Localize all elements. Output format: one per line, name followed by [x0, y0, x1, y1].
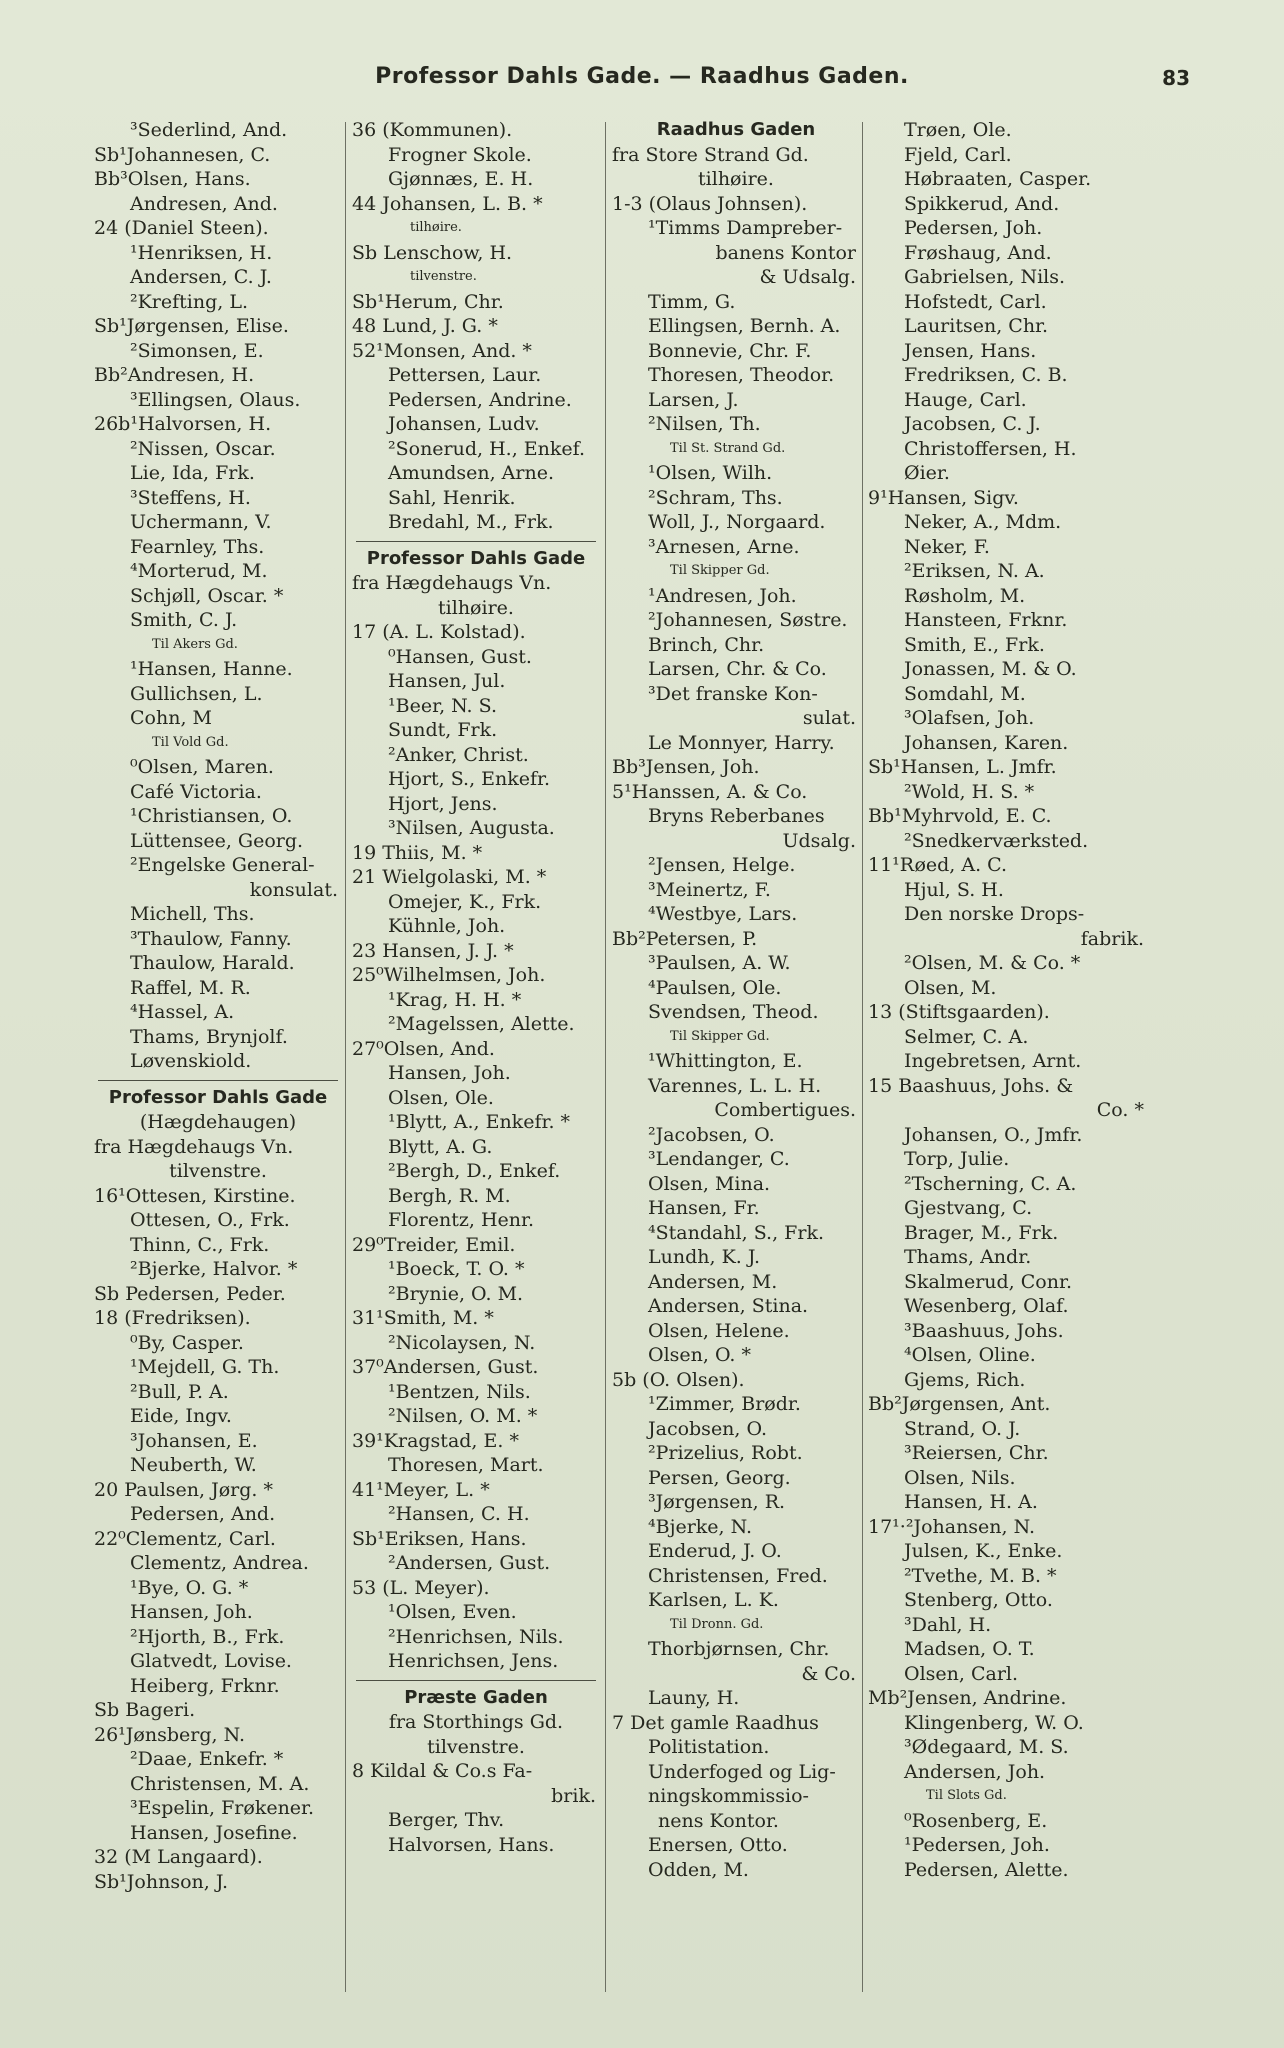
directory-entry: Lauritsen, Chr.	[904, 315, 1049, 337]
directory-entry: ¹Timms Dampreber-	[648, 217, 843, 239]
directory-entry: Uchermann, V.	[130, 511, 272, 533]
directory-entry: 36 (Kommunen).	[352, 119, 513, 141]
directory-entry: ⁴Hassel, A.	[130, 1001, 235, 1023]
directory-entry: ⁰Hansen, Gust.	[388, 645, 532, 668]
directory-entry: Timm, G.	[648, 290, 736, 313]
directory-entry: Lüttensee, Georg.	[130, 829, 304, 852]
directory-entry: Neker, A., Mdm.	[904, 511, 1062, 533]
directory-entry: Udsalg.	[782, 829, 856, 852]
directory-entry: 48 Lund, J. G. *	[352, 315, 498, 337]
directory-entry: ¹Olsen, Wilh.	[648, 462, 773, 484]
directory-entry: ³Det franske Kon-	[648, 682, 818, 705]
directory-entry: tilhøire.	[438, 596, 514, 619]
directory-entry: Sb Bageri.	[94, 1699, 196, 1721]
directory-entry: 41¹Meyer, L. *	[352, 1478, 490, 1501]
directory-entry: Thoresen, Theodor.	[648, 364, 835, 386]
directory-entry: ²Hansen, C. H.	[388, 1503, 530, 1525]
directory-entry: ⁴Olsen, Oline.	[904, 1344, 1036, 1366]
directory-entry: ²Krefting, L.	[130, 290, 249, 313]
directory-entry: ²Bjerke, Halvor. *	[130, 1258, 298, 1280]
directory-entry: Stenberg, Otto.	[904, 1589, 1053, 1611]
directory-entry: Johansen, O., Jmfr.	[904, 1123, 1083, 1146]
directory-entry: Christoffersen, H.	[904, 437, 1077, 460]
directory-entry: Torp, Julie.	[904, 1148, 1010, 1170]
directory-entry: ⁴Bjerke, N.	[648, 1515, 753, 1538]
directory-entry: ⁴Standahl, S., Frk.	[648, 1221, 824, 1244]
directory-entry: ²Snedkerværksted.	[904, 829, 1089, 852]
directory-entry: Amundsen, Arne.	[388, 462, 555, 484]
directory-entry: Hansen, Fr.	[648, 1197, 760, 1219]
cross-street-note: Til Slots Gd.	[926, 1788, 1007, 1803]
directory-entry: Gjestvang, C.	[904, 1197, 1033, 1219]
directory-entry: ²Nissen, Oscar.	[130, 437, 276, 460]
directory-entry: ⁰Olsen, Maren.	[130, 756, 274, 778]
directory-entry: ¹Bye, O. G. *	[130, 1576, 249, 1599]
directory-entry: tilvenstre.	[169, 1160, 267, 1182]
directory-entry: Kühnle, Joh.	[388, 915, 506, 937]
directory-entry: 17 (A. L. Kolstad).	[352, 621, 526, 643]
directory-entry: Sb¹Herum, Chr.	[352, 290, 504, 313]
directory-entry: 17¹·²Johansen, N.	[868, 1515, 1036, 1538]
directory-entry: ²Anker, Christ.	[388, 743, 529, 766]
directory-entry: Smith, C. J.	[130, 609, 238, 631]
directory-entry: Smith, E., Frk.	[904, 633, 1045, 656]
directory-entry: 19 Thiis, M. *	[352, 841, 483, 864]
directory-entry: Lie, Ida, Frk.	[130, 462, 255, 484]
directory-entry: Bb³Jensen, Joh.	[612, 756, 760, 778]
directory-entry: Sb Lenschow, H.	[352, 241, 513, 264]
directory-entry: ³Reiersen, Chr.	[904, 1442, 1049, 1464]
page-number: 83	[1162, 66, 1190, 90]
directory-entry: Clementz, Andrea.	[130, 1552, 309, 1574]
directory-entry: Gjønnæs, E. H.	[388, 168, 534, 190]
directory-entry: & Co.	[801, 1662, 856, 1685]
directory-entry: Thams, Brynjolf.	[130, 1025, 288, 1048]
directory-entry: ²Nilsen, O. M. *	[388, 1405, 538, 1427]
directory-entry: 7 Det gamle Raadhus	[612, 1711, 819, 1734]
directory-entry: Hansen, Joh.	[388, 1062, 511, 1084]
directory-entry: ²Eriksen, N. A.	[904, 560, 1045, 582]
directory-entry: Wesenberg, Olaf.	[904, 1295, 1069, 1317]
directory-entry: ³Olafsen, Joh.	[904, 707, 1035, 729]
column-divider	[862, 122, 863, 1992]
page-title: Professor Dahls Gade. — Raadhus Gaden.	[375, 64, 909, 89]
directory-entry: Røsholm, M.	[904, 584, 1026, 607]
directory-entry: Andersen, Joh.	[904, 1760, 1046, 1783]
directory-entry: ²Nilsen, Th.	[648, 413, 761, 435]
directory-entry: fra Hægdehaugs Vn.	[94, 1135, 294, 1158]
directory-entry: Hansen, H. A.	[904, 1491, 1038, 1513]
directory-entry: Brager, M., Frk.	[904, 1221, 1059, 1244]
directory-entry: ³Sederlind, And.	[130, 119, 288, 141]
directory-entry: Sundt, Frk.	[388, 719, 498, 741]
directory-entry: Bb¹Myhrvold, E. C.	[868, 805, 1052, 827]
directory-entry: Christensen, M. A.	[130, 1772, 310, 1795]
directory-entry: Madsen, O. T.	[904, 1638, 1035, 1660]
directory-entry: 37⁰Andersen, Gust.	[352, 1356, 539, 1378]
directory-entry: Enderud, J. O.	[648, 1540, 782, 1562]
directory-entry: Underfoged og Lig-	[648, 1760, 836, 1783]
directory-entry: Olsen, M.	[904, 976, 997, 999]
directory-entry: ²Sonerud, H., Enkef.	[388, 437, 586, 460]
directory-entry: ¹Beer, N. S.	[388, 694, 498, 717]
directory-entry: ³Dahl, H.	[904, 1613, 992, 1636]
directory-entry: Pedersen, Andrine.	[388, 388, 572, 411]
directory-entry: ²Bergh, D., Enkef.	[388, 1160, 561, 1182]
directory-entry: Fjeld, Carl.	[904, 143, 1012, 166]
directory-entry: Brinch, Chr.	[648, 633, 765, 656]
directory-entry: 27⁰Olsen, And.	[352, 1037, 495, 1060]
directory-entry: ³Meinertz, F.	[648, 878, 771, 901]
directory-entry: fabrik.	[1080, 927, 1144, 950]
directory-entry: 29⁰Treider, Emil.	[352, 1233, 516, 1256]
directory-entry: Raffel, M. R.	[130, 976, 251, 999]
directory-entry: ¹Blytt, A., Enkefr. *	[388, 1111, 571, 1133]
directory-entry: ²Jacobsen, O.	[648, 1123, 775, 1146]
directory-entry: tilvenstre.	[427, 1735, 525, 1758]
directory-entry: Jacobsen, C. J.	[904, 413, 1041, 435]
directory-entry: Politistation.	[648, 1736, 770, 1758]
directory-entry: Jonassen, M. & O.	[904, 658, 1077, 680]
directory-entry: Mb²Jensen, Andrine.	[868, 1687, 1067, 1709]
directory-entry: Hansen, Josefine.	[130, 1821, 298, 1844]
directory-entry: ³Paulsen, A. W.	[648, 952, 791, 974]
directory-entry: ²Engelske General-	[130, 854, 315, 876]
directory-entry: ¹Henriksen, H.	[130, 241, 273, 264]
directory-entry: Café Victoria.	[130, 780, 262, 803]
directory-entry: Spikkerud, And.	[904, 192, 1060, 215]
directory-entry: 23 Hansen, J. J. *	[352, 939, 514, 962]
directory-entry: Andresen, And.	[130, 192, 278, 215]
directory-entry: Strand, O. J.	[904, 1417, 1021, 1440]
directory-entry: Hansen, Jul.	[388, 670, 506, 692]
directory-entry: ²Magelssen, Alette.	[388, 1013, 575, 1035]
directory-entry: 5b (O. Olsen).	[612, 1368, 745, 1391]
cross-street-note: Til Dronn. Gd.	[670, 1616, 764, 1632]
directory-entry: Thaulow, Harald.	[130, 952, 295, 974]
directory-entry: Gabrielsen, Nils.	[904, 266, 1066, 288]
directory-entry: (Hægdehaugen)	[139, 1111, 297, 1133]
directory-entry: Johansen, Ludv.	[388, 413, 540, 435]
directory-entry: Halvorsen, Hans.	[388, 1833, 555, 1856]
directory-entry: Andersen, M.	[648, 1270, 778, 1293]
cross-street-note: Til Akers Gd.	[152, 636, 238, 652]
directory-entry: ³Nilsen, Augusta.	[388, 817, 555, 839]
directory-entry: Selmer, C. A.	[904, 1025, 1029, 1048]
directory-entry: ¹Christiansen, O.	[130, 805, 293, 827]
directory-entry: 32 (M Langaard).	[94, 1846, 263, 1868]
directory-entry: Thorbjørnsen, Chr.	[648, 1638, 830, 1660]
directory-entry: Bb²Andresen, H.	[94, 364, 255, 386]
column-4	[868, 118, 1148, 1998]
column-divider	[345, 122, 346, 1992]
directory-entry: Svendsen, Theod.	[648, 1001, 819, 1023]
directory-entry: 16¹Ottesen, Kirstine.	[94, 1184, 296, 1207]
directory-entry: ¹Andresen, Joh.	[648, 584, 797, 607]
directory-entry: Olsen, Ole.	[388, 1086, 494, 1109]
directory-entry: Berger, Thv.	[388, 1809, 505, 1831]
directory-entry: banens Kontor	[715, 241, 856, 264]
directory-entry: Larsen, Chr. & Co.	[648, 658, 827, 680]
directory-entry: Trøen, Ole.	[904, 119, 1012, 141]
column-3	[612, 118, 860, 1998]
directory-entry: Thams, Andr.	[904, 1246, 1032, 1268]
directory-entry: Ingebretsen, Arnt.	[904, 1050, 1082, 1072]
directory-entry: ningskommissio-	[648, 1785, 809, 1807]
cross-street-note: Til Vold Gd.	[152, 734, 229, 750]
directory-entry: Olsen, Mina.	[648, 1172, 771, 1195]
directory-entry: ²Schram, Ths.	[648, 486, 783, 509]
street-heading: Professor Dahls Gade	[366, 547, 586, 569]
directory-entry: Eide, Ingv.	[130, 1405, 232, 1427]
directory-entry: Le Monnyer, Harry.	[648, 731, 835, 754]
directory-entry: Varennes, L. L. H.	[648, 1074, 822, 1097]
directory-entry: Klingenberg, W. O.	[904, 1711, 1084, 1734]
directory-entry: Andersen, Stina.	[648, 1295, 809, 1317]
directory-entry: Olsen, Helene.	[648, 1319, 790, 1342]
directory-entry: ²Hjorth, B., Frk.	[130, 1625, 285, 1648]
directory-entry: Schjøll, Oscar. *	[130, 584, 284, 607]
directory-entry: ³Ødegaard, M. S.	[904, 1736, 1069, 1758]
directory-entry: Gullichsen, L.	[130, 682, 263, 705]
directory-entry: ²Andersen, Gust.	[388, 1552, 551, 1574]
directory-entry: Michell, Ths.	[130, 903, 255, 925]
street-heading: Raadhus Gaden	[656, 119, 816, 140]
directory-entry: Hjort, S., Enkefr.	[388, 768, 551, 790]
directory-entry: ¹Zimmer, Brødr.	[648, 1393, 801, 1415]
directory-entry: Co. *	[1096, 1099, 1144, 1121]
directory-entry: Hjort, Jens.	[388, 792, 498, 815]
directory-entry: Henrichsen, Jens.	[388, 1650, 559, 1672]
directory-entry: ²Brynie, O. M.	[388, 1282, 524, 1305]
directory-entry: Sb Pedersen, Peder.	[94, 1282, 286, 1305]
directory-entry: 21 Wielgolaski, M. *	[352, 866, 547, 888]
directory-entry: Olsen, Nils.	[904, 1466, 1016, 1489]
directory-entry: Pettersen, Laur.	[388, 364, 542, 386]
directory-entry: 24 (Daniel Steen).	[94, 217, 269, 239]
directory-entry: Øier.	[904, 462, 950, 484]
directory-entry: ¹Boeck, T. O. *	[388, 1258, 525, 1280]
directory-entry: Johansen, Karen.	[904, 731, 1069, 754]
directory-entry: 15 Baashuus, Johs. &	[868, 1074, 1074, 1097]
directory-entry: 25⁰Wilhelmsen, Joh.	[352, 964, 546, 986]
directory-entry: Bb³Olsen, Hans.	[94, 168, 251, 190]
directory-entry: Sb¹Johannesen, C.	[94, 143, 271, 166]
directory-entry: Blytt, A. G.	[388, 1135, 493, 1158]
directory-entry: Hansteen, Frknr.	[904, 609, 1068, 631]
directory-entry: Gjems, Rich.	[904, 1368, 1026, 1391]
column-2	[352, 118, 600, 1998]
directory-entry: Bergh, R. M.	[388, 1184, 511, 1207]
directory-entry: 26¹Jønsberg, N.	[94, 1723, 246, 1746]
directory-entry: ³Baashuus, Johs.	[904, 1319, 1064, 1342]
cross-street-note: tilhøire.	[410, 220, 462, 235]
directory-entry: konsulat.	[249, 878, 338, 901]
directory-entry: fra Storthings Gd.	[388, 1711, 564, 1733]
directory-entry: ⁴Paulsen, Ole.	[648, 976, 782, 999]
cross-street-note: Til Skipper Gd.	[670, 563, 770, 578]
directory-entry: 44 Johansen, L. B. *	[352, 192, 543, 215]
directory-entry: Bb²Petersen, P.	[612, 927, 758, 950]
directory-entry: ³Steffens, H.	[130, 486, 251, 509]
directory-entry: 26b¹Halvorsen, H.	[94, 413, 272, 435]
directory-entry: Bryns Reberbanes	[648, 805, 825, 827]
street-heading: Præste Gaden	[404, 1686, 548, 1708]
directory-entry: 5¹Hanssen, A. & Co.	[612, 780, 808, 803]
directory-entry: tilhøire.	[698, 168, 774, 190]
directory-entry: Karlsen, L. K.	[648, 1589, 779, 1611]
directory-entry: 11¹Røed, A. C.	[868, 854, 1008, 876]
directory-entry: ³Johansen, E.	[130, 1429, 258, 1452]
cross-street-note: Til Skipper Gd.	[670, 1028, 770, 1044]
directory-entry: Hauge, Carl.	[904, 388, 1027, 411]
directory-entry: Enersen, Otto.	[648, 1834, 788, 1856]
directory-entry: Neker, F.	[904, 535, 990, 558]
directory-entry: ¹Whittington, E.	[648, 1050, 803, 1072]
directory-entry: Woll, J., Norgaard.	[648, 511, 826, 533]
cross-street-note: Til St. Strand Gd.	[670, 440, 786, 456]
directory-entry: ³Arnesen, Arne.	[648, 535, 800, 558]
directory-entry: ¹Olsen, Even.	[388, 1601, 517, 1623]
directory-entry: 13 (Stiftsgaarden).	[868, 1001, 1050, 1023]
directory-entry: Ellingsen, Bernh. A.	[648, 315, 841, 337]
directory-entry: Launy, H.	[648, 1687, 740, 1709]
directory-entry: Odden, M.	[648, 1858, 749, 1881]
directory-entry: Sahl, Henrik.	[388, 486, 516, 509]
directory-entry: Bonnevie, Chr. F.	[648, 339, 812, 362]
directory-entry: ³Espelin, Frøkener.	[130, 1797, 315, 1819]
directory-entry: nens Kontor.	[658, 1809, 779, 1832]
directory-entry: Omejer, K., Frk.	[388, 890, 542, 913]
directory-entry: Hofstedt, Carl.	[904, 290, 1047, 313]
directory-entry: ²Prizelius, Robt.	[648, 1442, 803, 1464]
directory-entry: Høbraaten, Casper.	[904, 168, 1092, 190]
directory-entry: fra Hægdehaugs Vn.	[352, 572, 552, 594]
directory-entry: Olsen, O. *	[648, 1344, 752, 1366]
directory-entry: 18 (Fredriksen).	[94, 1307, 251, 1329]
column-1	[94, 118, 342, 1998]
directory-entry: 8 Kildal & Co.s Fa-	[352, 1760, 533, 1782]
directory-entry: ²Henrichsen, Nils.	[388, 1625, 564, 1648]
directory-entry: Florentz, Henr.	[388, 1209, 535, 1231]
directory-entry: 52¹Monsen, And. *	[352, 339, 532, 362]
directory-entry: & Udsalg.	[759, 266, 856, 288]
directory-entry: ¹Krag, H. H. *	[388, 988, 522, 1011]
section-divider	[98, 1080, 338, 1081]
directory-entry: Sb¹Johnson, J.	[94, 1870, 229, 1893]
directory-entry: ²Jensen, Helge.	[648, 854, 796, 876]
directory-entry: 1-3 (Olaus Johnsen).	[612, 192, 808, 215]
directory-entry: ²Daae, Enkefr. *	[130, 1748, 284, 1770]
directory-entry: fra Store Strand Gd.	[612, 143, 809, 166]
directory-entry: Pedersen, And.	[130, 1503, 276, 1525]
directory-entry: ²Bull, P. A.	[130, 1380, 229, 1403]
section-divider	[356, 1680, 596, 1681]
directory-entry: Thoresen, Mart.	[388, 1454, 544, 1476]
directory-entry: 39¹Kragstad, E. *	[352, 1429, 519, 1452]
directory-entry: ⁴Morterud, M.	[130, 560, 268, 582]
directory-entry: Bredahl, M., Frk.	[388, 511, 554, 533]
directory-entry: Glatvedt, Lovise.	[130, 1650, 292, 1672]
directory-entry: ²Nicolaysen, N.	[388, 1331, 536, 1354]
directory-entry: ³Lendanger, C.	[648, 1148, 790, 1170]
directory-entry: Skalmerud, Conr.	[904, 1270, 1073, 1293]
section-divider	[356, 541, 596, 542]
directory-entry: Pedersen, Joh.	[904, 217, 1043, 239]
cross-street-note: tilvenstre.	[410, 269, 477, 284]
directory-entry: ¹Pedersen, Joh.	[904, 1834, 1050, 1856]
directory-entry: 9¹Hansen, Sigv.	[868, 486, 1019, 509]
directory-entry: 22⁰Clementz, Carl.	[94, 1527, 276, 1550]
directory-entry: Lundh, K. J.	[648, 1246, 761, 1268]
directory-entry: Andersen, C. J.	[130, 266, 272, 288]
directory-entry: Combertigues.	[714, 1099, 856, 1121]
directory-entry: Hjul, S. H.	[904, 878, 1004, 901]
directory-entry: ³Ellingsen, Olaus.	[130, 388, 301, 411]
directory-entry: Løvenskiold.	[130, 1050, 252, 1072]
page-header	[0, 60, 1284, 100]
directory-entry: Larsen, J.	[648, 388, 739, 411]
directory-entry: Somdahl, M.	[904, 682, 1026, 705]
street-heading: Professor Dahls Gade	[108, 1086, 328, 1108]
directory-entry: Pedersen, Alette.	[904, 1858, 1069, 1881]
directory-entry: Bb²Jørgensen, Ant.	[868, 1393, 1051, 1415]
directory-entry: ²Tvethe, M. B. *	[904, 1564, 1057, 1587]
directory-entry: 31¹Smith, M. *	[352, 1307, 494, 1329]
directory-entry: Fredriksen, C. B.	[904, 364, 1068, 386]
directory-entry: ²Tscherning, C. A.	[904, 1172, 1077, 1195]
directory-entry: ³Thaulow, Fanny.	[130, 927, 292, 950]
directory-entry: Cohn, M	[130, 707, 212, 729]
directory-entry: ¹Hansen, Hanne.	[130, 658, 293, 680]
directory-entry: ⁴Westbye, Lars.	[648, 903, 798, 925]
directory-entry: Julsen, K., Enke.	[904, 1540, 1063, 1562]
directory-entry: Persen, Georg.	[648, 1466, 791, 1489]
directory-entry: Sb¹Jørgensen, Elise.	[94, 315, 289, 337]
directory-entry: Sb¹Hansen, L. Jmfr.	[868, 756, 1057, 778]
directory-entry: Jacobsen, O.	[648, 1417, 768, 1440]
directory-entry: ²Wold, H. S. *	[904, 780, 1035, 803]
directory-entry: Frogner Skole.	[388, 143, 532, 166]
directory-entry: brik.	[551, 1784, 596, 1807]
directory-entry: Thinn, C., Frk.	[130, 1233, 270, 1256]
directory-entry: 53 (L. Meyer).	[352, 1576, 490, 1599]
directory-entry: Jensen, Hans.	[904, 339, 1037, 362]
directory-entry: ³Jørgensen, R.	[648, 1491, 786, 1513]
directory-entry: 20 Paulsen, Jørg. *	[94, 1478, 273, 1501]
directory-entry: ¹Mejdell, G. Th.	[130, 1356, 280, 1378]
directory-entry: Fearnley, Ths.	[130, 535, 265, 558]
directory-entry: Neuberth, W.	[130, 1454, 257, 1476]
column-divider	[605, 122, 606, 1992]
directory-entry: Christensen, Fred.	[648, 1564, 828, 1587]
directory-entry: ²Olsen, M. & Co. *	[904, 952, 1081, 974]
directory-entry: Ottesen, O., Frk.	[130, 1209, 290, 1231]
directory-entry: Frøshaug, And.	[904, 241, 1052, 264]
directory-entry: ²Johannesen, Søstre.	[648, 609, 848, 631]
directory-entry: sulat.	[802, 707, 856, 729]
directory-entry: ²Simonsen, E.	[130, 339, 264, 362]
directory-entry: Olsen, Carl.	[904, 1662, 1019, 1685]
directory-entry: Hansen, Joh.	[130, 1601, 253, 1623]
directory-entry: Heiberg, Frknr.	[130, 1674, 280, 1697]
directory-entry: ⁰By, Casper.	[130, 1331, 244, 1354]
directory-entry: ¹Bentzen, Nils.	[388, 1380, 531, 1403]
directory-entry: Sb¹Eriksen, Hans.	[352, 1527, 527, 1550]
directory-entry: Den norske Drops-	[904, 903, 1085, 925]
directory-entry: ⁰Rosenberg, E.	[904, 1809, 1048, 1832]
